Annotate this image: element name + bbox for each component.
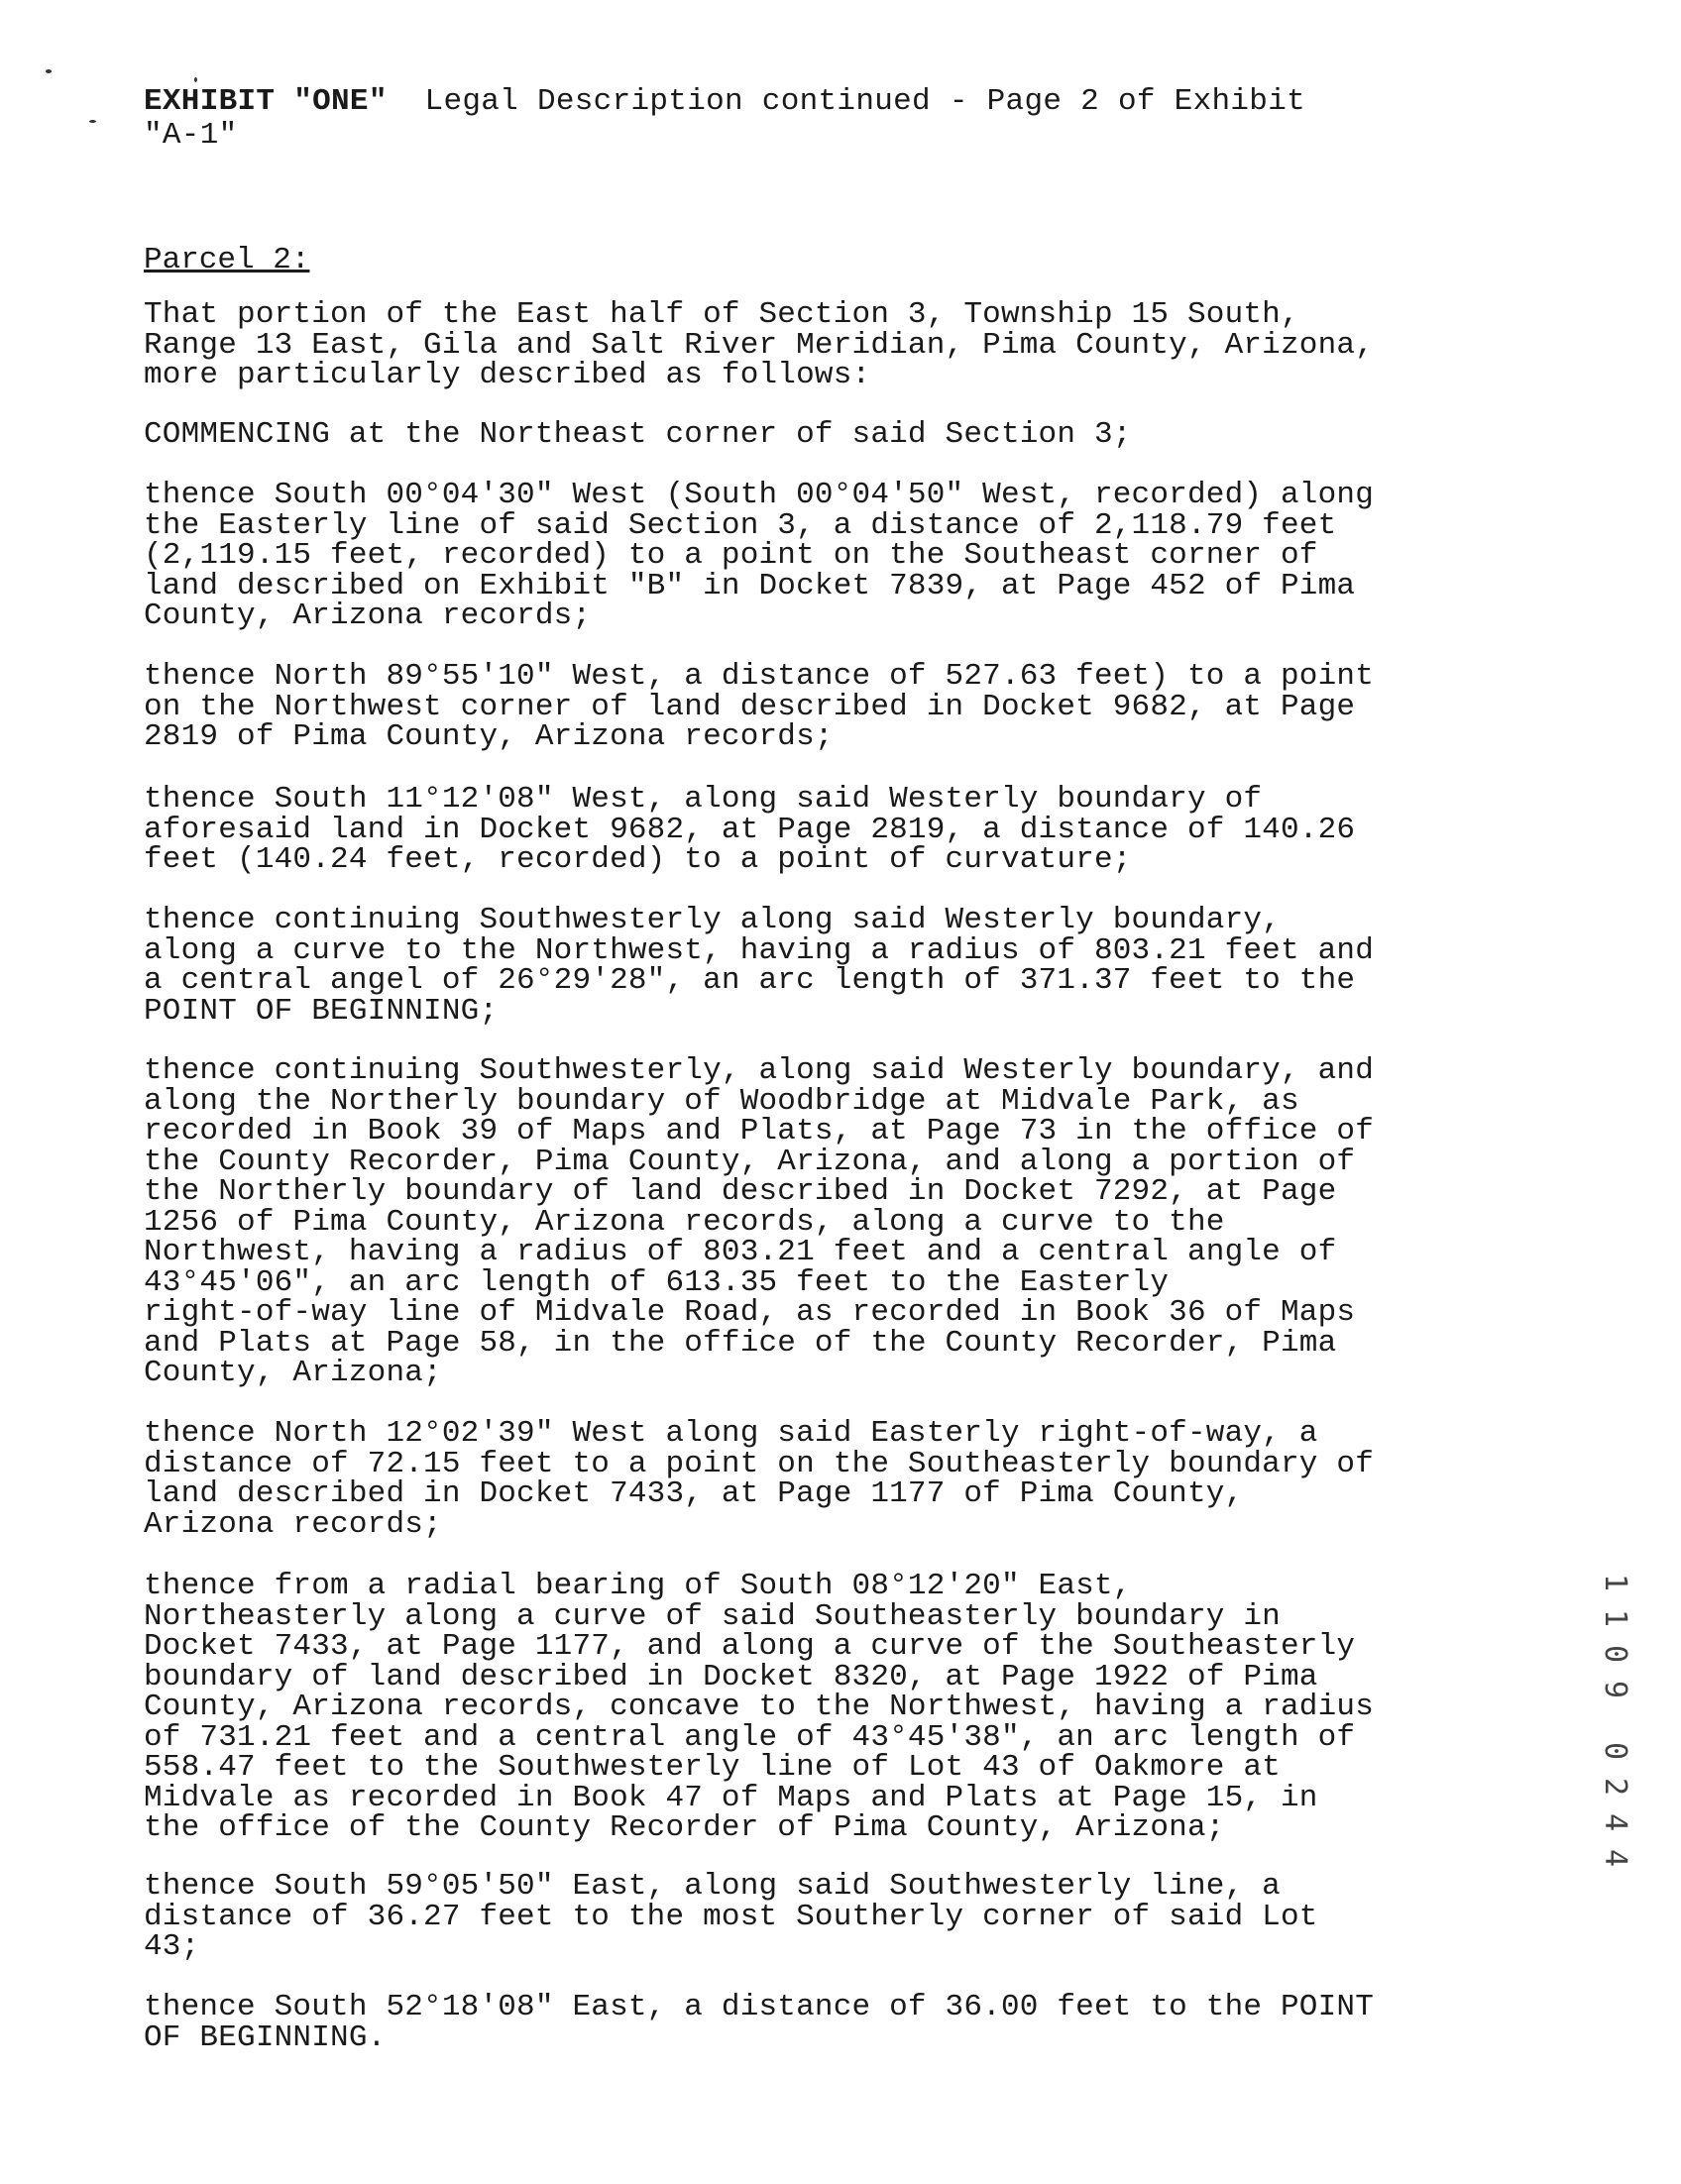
paragraph-commencing: COMMENCING at the Northeast corner of said Section 3; bbox=[144, 417, 1132, 452]
paragraph-course-9: thence South 52°18'08" East, a distance of 36.00 feet to the POINT OF BEGINNING. bbox=[144, 1990, 1374, 2055]
scan-speck bbox=[194, 77, 197, 82]
paragraph-course-3: thence South 11°12'08" West, along said Westerly boundary of aforesaid land in Docket 9682, at Page 2819, a distance of 140.26 feet (140.24 feet, recorded) to a point of curvature; bbox=[144, 782, 1356, 877]
stamp-digit: 1 bbox=[1598, 1573, 1632, 1592]
stamp-digit: 4 bbox=[1598, 1812, 1632, 1832]
stamp-digit: 9 bbox=[1598, 1680, 1632, 1699]
exhibit-label: EXHIBIT "ONE" bbox=[144, 84, 388, 119]
stamp-digit: 4 bbox=[1598, 1848, 1632, 1868]
scan-speck bbox=[89, 120, 96, 123]
stamp-digit: 2 bbox=[1598, 1777, 1632, 1797]
stamp-digit: 1 bbox=[1598, 1608, 1632, 1628]
paragraph-course-5: thence continuing Southwesterly, along said Westerly boundary, and along the Northerly boundary of Woodbridge at Midvale Park, as recorded in Book 39 of Maps and Plats, at Page 73 in the office of the County Recorder, Pima County, Arizona, and along a portion of the Northerly boundary of land described in Docket 7292, at Page 1256 of Pima County, Arizona records, along a curve to the Northwest, having a radius of 803.21 feet and a central angle of 43°45'06", an arc length of 613.35 feet to the Easterly right-of-way line of Midvale Road, as recorded in Book 36 of Maps and Plats at Page 58, in the office of the County Recorder, Pima County, Arizona; bbox=[144, 1053, 1374, 1390]
paragraph-course-8: thence South 59°05'50" East, along said Southwesterly line, a distance of 36.27 feet to the most Southerly corner of said Lot 43; bbox=[144, 1869, 1318, 1964]
paragraph-course-6: thence North 12°02'39" West along said Easterly right-of-way, a distance of 72.15 feet to a point on the Southeasterly boundary of land described in Docket 7433, at Page 1177 of Pima County, Arizona records; bbox=[144, 1416, 1374, 1542]
scan-speck bbox=[46, 69, 52, 73]
exhibit-title-line2: "A-1" bbox=[144, 118, 238, 153]
parcel-heading: Parcel 2: bbox=[144, 243, 310, 277]
paragraph-course-4: thence continuing Southwesterly along said Westerly boundary, along a curve to the Northwest, having a radius of 803.21 feet and a central angel of 26°29'28", an arc length of 371.37 feet to the POINT OF BEGINNING; bbox=[144, 903, 1374, 1029]
paragraph-intro: That portion of the East half of Section 3, Township 15 South, Range 13 East, Gila and Salt River Meridian, Pima County, Arizona, more particularly described as follows: bbox=[144, 297, 1374, 392]
exhibit-header bbox=[144, 85, 1432, 153]
paragraph-course-1: thence South 00°04'30" West (South 00°04'50" West, recorded) along the Easterly line of said Section 3, a distance of 2,118.79 feet (2,119.15 feet, recorded) to a point on the Southeast corner of land described on Exhibit "B" in Docket 7839, at Page 452 of Pima County, Arizona records; bbox=[144, 478, 1374, 633]
recording-number-stamp bbox=[1598, 1566, 1632, 1903]
stamp-digit: 0 bbox=[1598, 1741, 1632, 1761]
stamp-digit: 0 bbox=[1598, 1644, 1632, 1664]
paragraph-course-7: thence from a radial bearing of South 08°12'20" East, Northeasterly along a curve of said Southeasterly boundary in Docket 7433, at Page 1177, and along a curve of the Southeasterly boundary of land described in Docket 8320, at Page 1922 of Pima County, Arizona records, concave to the Northwest, having a radius of 731.21 feet and a central angle of 43°45'38", an arc length of 558.47 feet to the Southwesterly line of Lot 43 of Oakmore at Midvale as recorded in Book 47 of Maps and Plats at Page 15, in the office of the County Recorder of Pima County, Arizona; bbox=[144, 1569, 1374, 1845]
exhibit-title: Legal Description continued - Page 2 of Exhibit bbox=[387, 84, 1305, 119]
paragraph-course-2: thence North 89°55'10" West, a distance of 527.63 feet) to a point on the Northwest corner of land described in Docket 9682, at Page 2819 of Pima County, Arizona records; bbox=[144, 659, 1374, 754]
